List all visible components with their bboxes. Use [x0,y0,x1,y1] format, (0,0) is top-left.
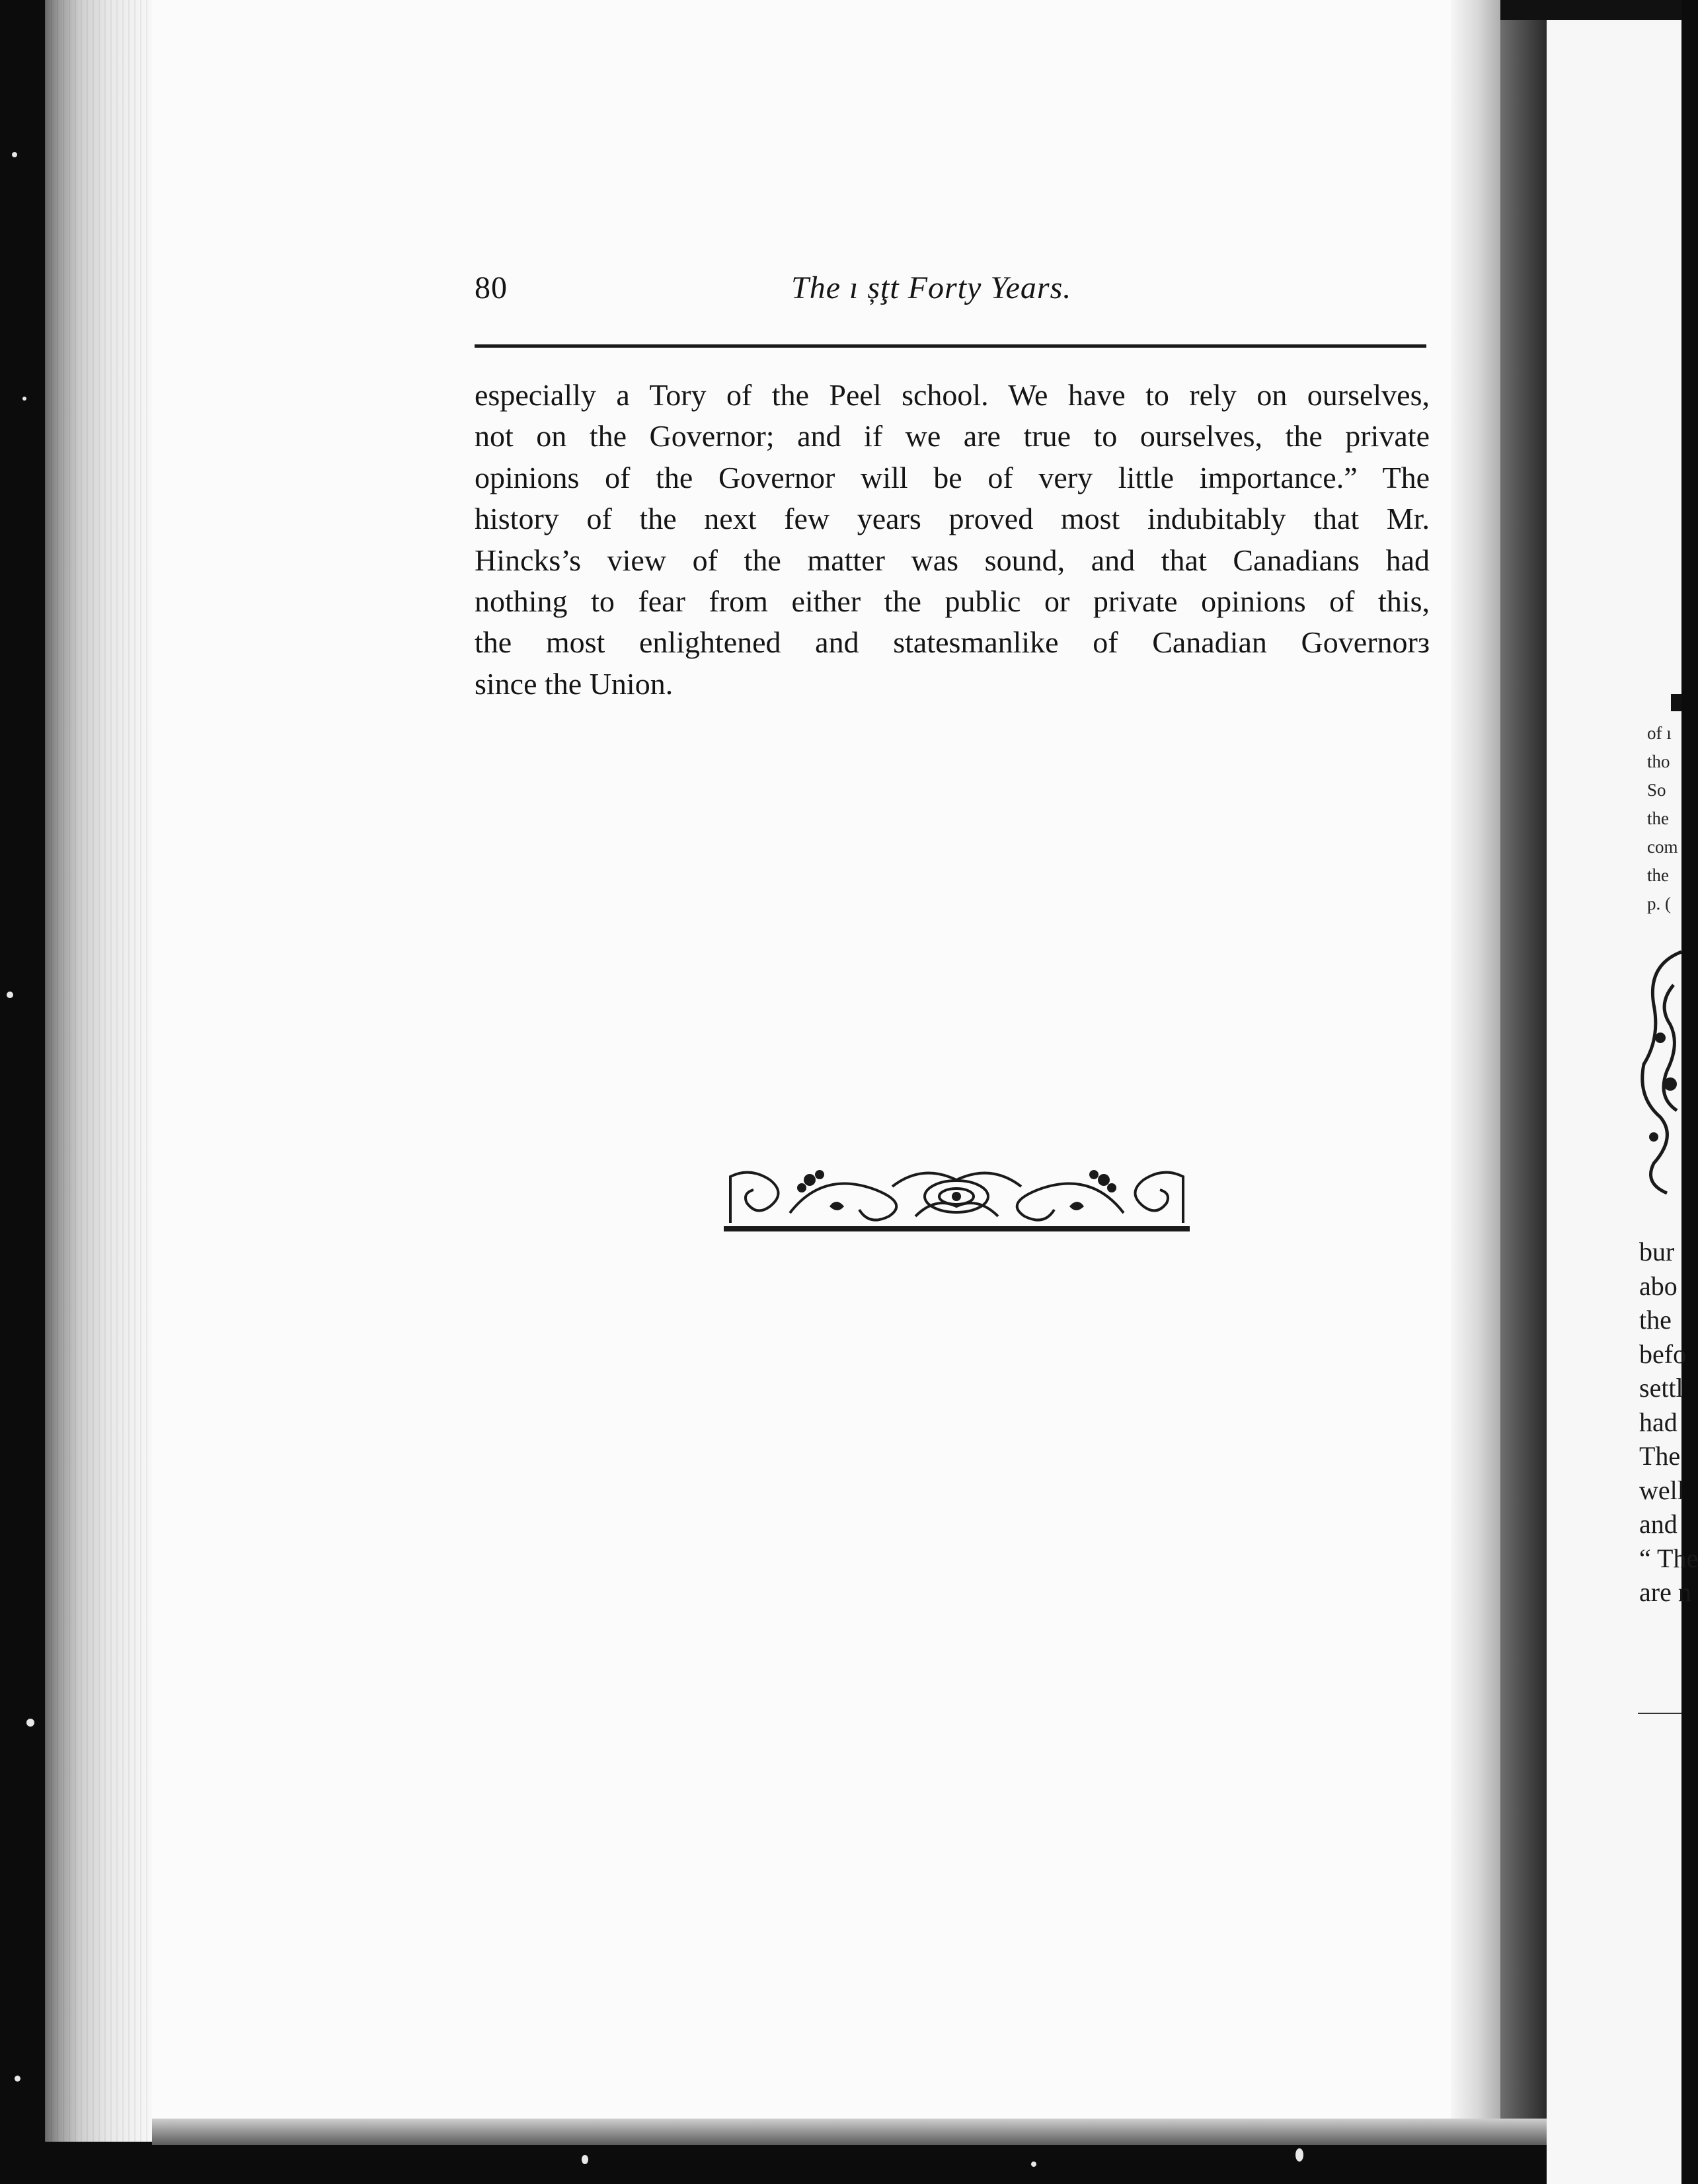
dust-speck [1295,2148,1303,2162]
dust-speck [1031,2162,1036,2167]
text-line: befo [1639,1339,1687,1369]
text-line: So [1647,780,1666,800]
header-rule [475,344,1426,348]
facing-initial-ornament [1640,945,1681,1196]
text-line: bur [1639,1237,1675,1267]
dust-speck [7,992,13,998]
text-line: com [1647,837,1678,857]
dust-speck [22,397,26,401]
dust-speck [15,2076,20,2082]
page-bottom-edge [152,2119,1547,2145]
facing-footnote-rule [1638,1713,1681,1714]
text-line: the [1647,808,1669,828]
facing-body-fragment [1639,1235,1698,1610]
dust-speck [582,2155,588,2164]
text-line: the most enlightened and statesmanlike of Canadian Governorз [475,625,1430,660]
facing-page-mark [1671,694,1681,711]
text-line: p. ( [1647,894,1671,914]
text-line: The [1639,1441,1681,1471]
text-line: “ The [1639,1543,1698,1573]
text-line: settl [1639,1373,1683,1403]
dust-speck [26,1719,34,1727]
text-line: are n [1639,1577,1691,1607]
text-line: abo [1639,1270,1678,1301]
page-number: 80 [475,270,508,305]
running-title: The ı șţt Forty Years. [791,270,1072,305]
text-line: and [1639,1509,1678,1539]
main-page [152,0,1507,2122]
dust-speck [12,152,17,157]
tailpiece-vine-ornament [724,1160,1190,1233]
facing-footnote-fragment [1647,719,1687,918]
text-line: well [1639,1475,1685,1505]
text-line: Hincks’s view of the matter was sound, and that Canadians had [475,543,1430,577]
gutter-shadow [1500,0,1547,2142]
text-line: tho [1647,752,1670,771]
page-edge-stack [45,0,164,2142]
body-paragraph [475,375,1430,705]
text-line: nothing to fear from either the public or private opinions of this, [475,584,1430,618]
text-line: had [1639,1407,1678,1437]
facing-page-top-shadow [1500,0,1681,20]
text-line: the [1639,1305,1672,1335]
text-line: not on the Governor; and if we are true to ourselves, the private [475,419,1430,453]
text-line: of ı [1647,723,1672,743]
text-line: since the Union. [475,666,674,701]
text-line: opinions of the Governor will be of very little importance.” The [475,460,1430,494]
text-line: especially a Tory of the Peel school. We have to rely on ourselves, [475,378,1430,412]
text-line: history of the next few years proved most indubitably that Mr. [475,502,1430,536]
text-line: the [1647,865,1669,885]
